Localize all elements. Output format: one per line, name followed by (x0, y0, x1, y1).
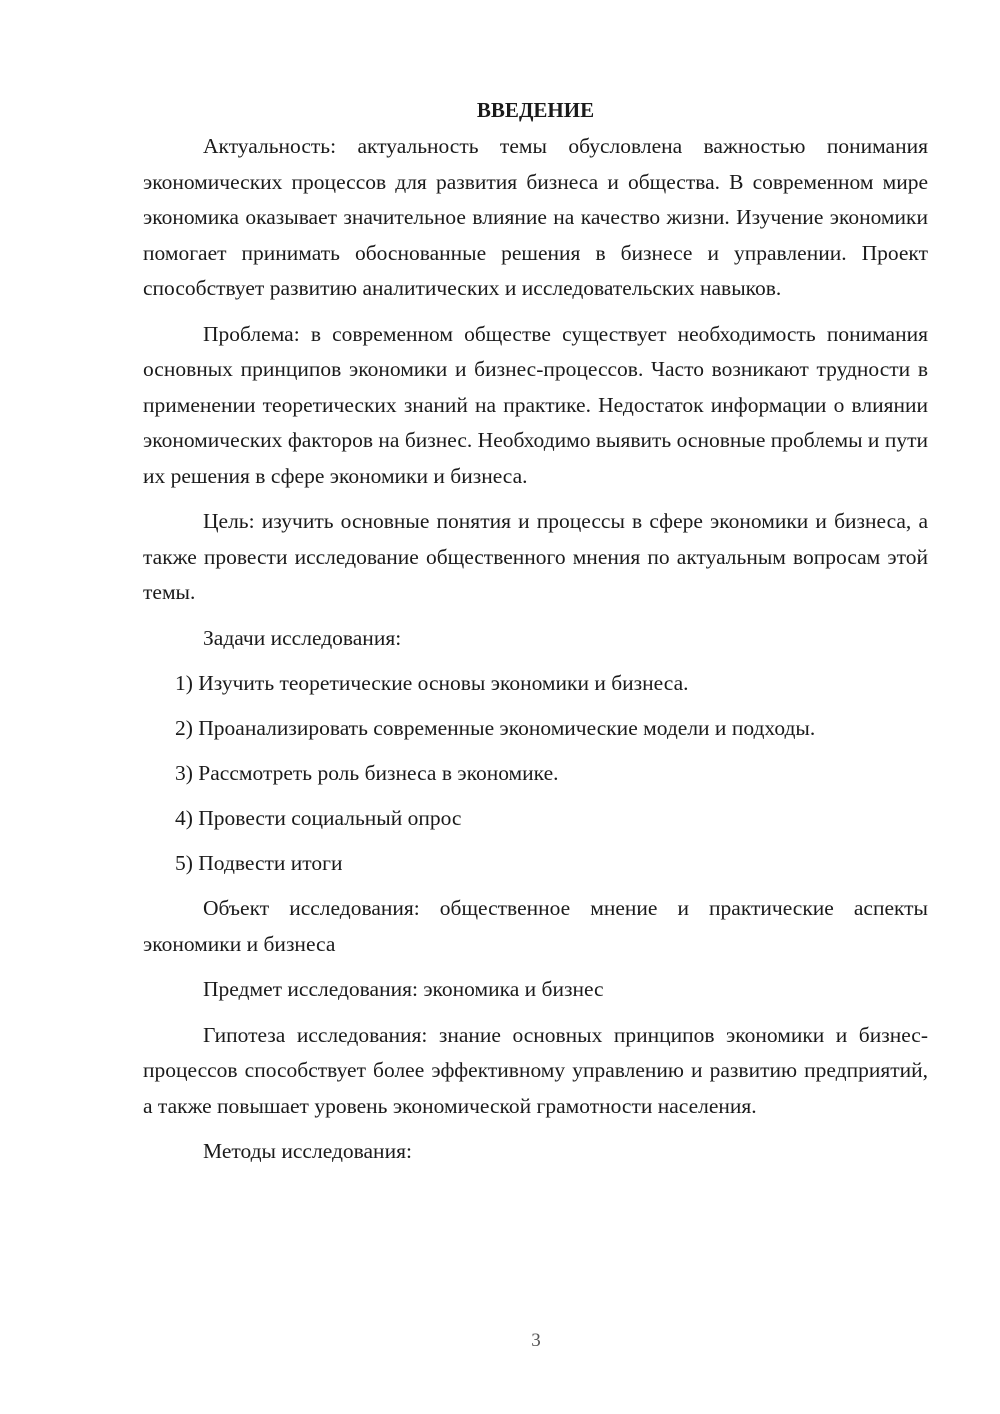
paragraph-object: Объект исследования: общественное мнение и практические аспекты экономики и бизнеса (143, 896, 928, 956)
paragraph-methods: Методы исследования: (203, 1139, 412, 1163)
paragraph-hypothesis: Гипотеза исследования: знание основных принципов экономики и бизнес-процессов способствует более эффективному управлению и развитию предприятий, а также повышает уровень экономической грамотности населения. (143, 1022, 928, 1118)
page-title: ВВЕДЕНИЕ (476, 98, 595, 122)
page-number: 3 (531, 1330, 541, 1351)
paragraph-subject: Предмет исследования: экономика и бизнес (203, 977, 604, 1001)
task-item-5: 5) Подвести итоги (175, 851, 343, 875)
paragraph-tasks-heading: Задачи исследования: (203, 625, 402, 650)
paragraph-relevance: Актуальность: актуальность темы обусловлена важностью понимания экономических процессов для развития бизнеса и общества. В современном мире экономика оказывает значительное влияние на качество жизни. Изучение экономики помогает принимать обоснованные решения в бизнесе и управлении. Проект способствует развитию аналитических и исследовательских навыков. (143, 134, 928, 300)
document-page (143, 93, 928, 1180)
paragraph-goal: Цель: изучить основные понятия и процессы в сфере экономики и бизнеса, а также провести исследование общественного мнения по актуальным вопросам этой темы. (143, 509, 928, 604)
task-item-1: 1) Изучить теоретические основы экономики и бизнеса. (175, 671, 689, 695)
task-item-4: 4) Провести социальный опрос (175, 806, 462, 830)
paragraph-problem: Проблема: в современном обществе существует необходимость понимания основных принципов экономики и бизнес-процессов. Часто возникают трудности в применении теоретических знаний на практике. Недостаток информации о влиянии экономических факторов на бизнес. Необходимо выявить основные проблемы и пути их решения в сфере экономики и бизнеса. (143, 321, 928, 488)
task-item-3: 3) Рассмотреть роль бизнеса в экономике. (175, 761, 559, 785)
task-item-2: 2) Проанализировать современные экономические модели и подходы. (175, 716, 816, 740)
